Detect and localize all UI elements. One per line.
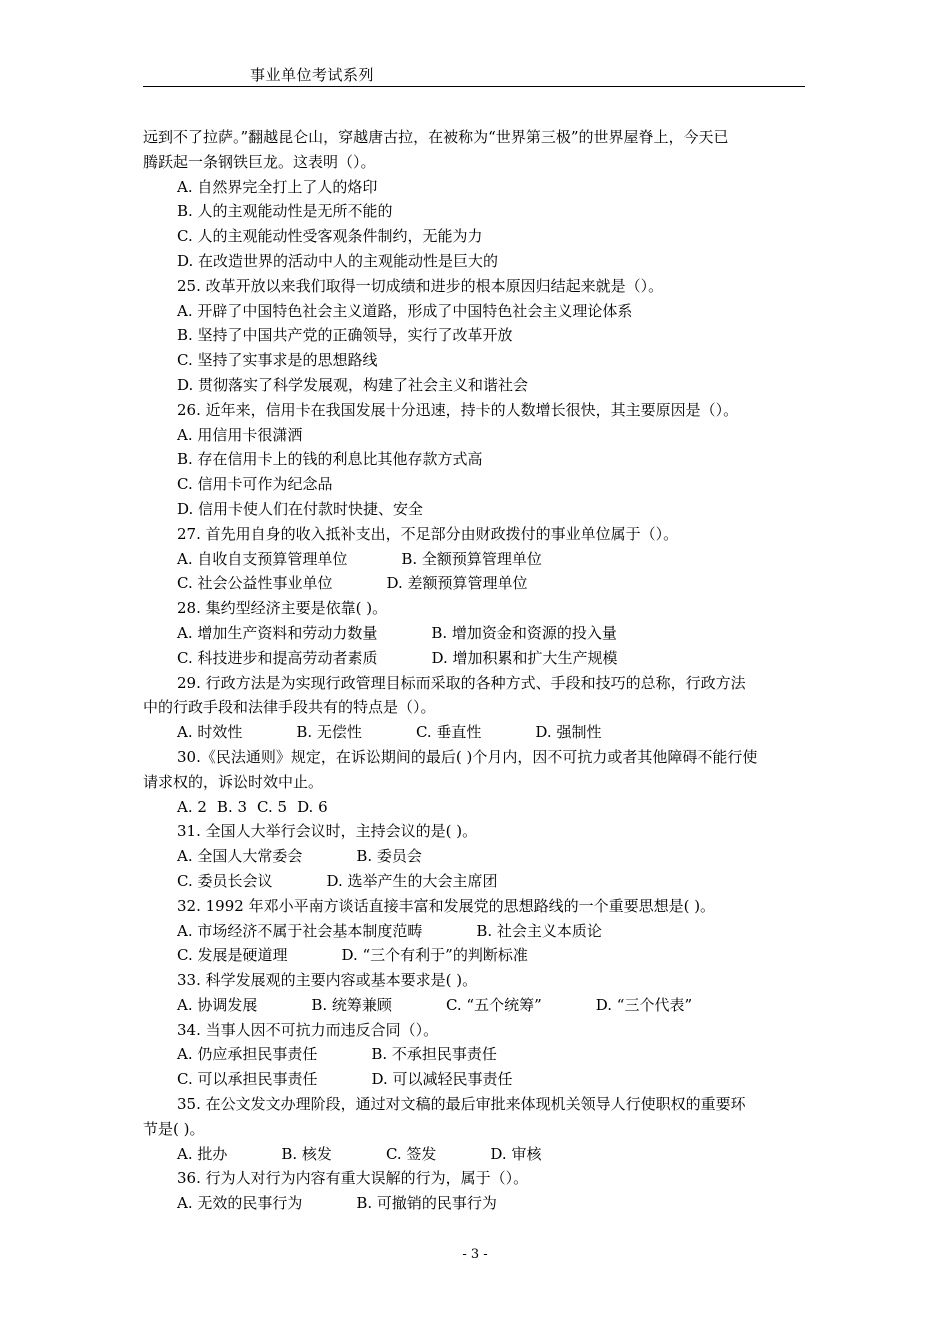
answer-option: B. 统筹兼顾 <box>311 995 392 1014</box>
text-line: A. 自然界完全打上了人的烙印 <box>177 177 378 196</box>
answer-option: D. 选举产生的大会主席团 <box>326 871 498 890</box>
document-body <box>143 125 805 1216</box>
option-row <box>143 571 805 596</box>
answer-option: A. 仍应承担民事责任 <box>177 1045 318 1064</box>
option-row <box>143 720 805 745</box>
text-line: 节是( )。 <box>143 1119 205 1138</box>
answer-option: D. 增加积累和扩大生产规模 <box>431 648 618 667</box>
option-row <box>143 1067 805 1092</box>
answer-option: A. 全国人大常委会 <box>177 847 303 866</box>
question-text: 34. 当事人因不可抗力而违反合同（）。 <box>177 1020 439 1039</box>
text-line: B. 人的主观能动性是无所不能的 <box>177 202 393 221</box>
answer-option: A. 增加生产资料和劳动力数量 <box>177 623 378 642</box>
answer-option: B. 增加资金和资源的投入量 <box>431 623 617 642</box>
option-row <box>143 1191 805 1216</box>
option-row <box>143 795 805 820</box>
question-text: 27. 首先用自身的收入抵补支出，不足部分由财政拨付的事业单位属于（）。 <box>177 524 679 543</box>
text-line: 请求权的，诉讼时效中止。 <box>143 772 324 791</box>
text-line: A. 开辟了中国特色社会主义道路，形成了中国特色社会主义理论体系 <box>177 301 633 320</box>
answer-option: A. 2 <box>177 797 207 816</box>
text-line: B. 存在信用卡上的钱的利息比其他存款方式高 <box>177 450 483 469</box>
answer-option: B. 社会主义本质论 <box>476 921 602 940</box>
answer-option: D. 强制性 <box>535 723 602 742</box>
answer-option: C. 科技进步和提高劳动者素质 <box>177 648 378 667</box>
answer-option: B. 不承担民事责任 <box>371 1045 497 1064</box>
answer-option: B. 可撤销的民事行为 <box>356 1194 497 1213</box>
text-line: B. 坚持了中国共产党的正确领导，实行了改革开放 <box>177 326 513 345</box>
answer-option: D. “三个有利于”的判断标准 <box>341 946 528 965</box>
text-line: 腾跃起一条钢铁巨龙。这表明（）。 <box>143 152 376 171</box>
question-text: 28. 集约型经济主要是依靠( )。 <box>177 599 388 618</box>
text-line: 中的行政手段和法律手段共有的特点是（）。 <box>143 698 436 717</box>
answer-option: A. 时效性 <box>177 723 243 742</box>
answer-option: C. 垂直性 <box>415 723 482 742</box>
answer-option: A. 协调发展 <box>177 995 258 1014</box>
question-text: 31. 全国人大举行会议时，主持会议的是( )。 <box>177 822 478 841</box>
text-line: D. 在改造世界的活动中人的主观能动性是巨大的 <box>177 251 499 270</box>
question-text: 35. 在公文发文办理阶段，通过对文稿的最后审批来体现机关领导人行使职权的重要环 <box>177 1095 746 1114</box>
option-row <box>143 993 805 1018</box>
option-row <box>143 621 805 646</box>
answer-option: B. 全额预算管理单位 <box>401 549 542 568</box>
answer-option: D. 6 <box>297 797 328 816</box>
answer-option: D. 可以减轻民事责任 <box>371 1070 513 1089</box>
option-row <box>143 943 805 968</box>
option-row <box>143 1142 805 1167</box>
text-line: D. 贯彻落实了科学发展观，构建了社会主义和谐社会 <box>177 375 529 394</box>
text-line: D. 信用卡使人们在付款时快捷、安全 <box>177 499 424 518</box>
answer-option: C. 签发 <box>385 1144 437 1163</box>
question-text: 26. 近年来，信用卡在我国发展十分迅速，持卡的人数增长很快，其主要原因是（）。 <box>177 400 739 419</box>
answer-option: C. 委员长会议 <box>177 871 273 890</box>
answer-option: B. 3 <box>216 797 248 816</box>
option-row <box>143 919 805 944</box>
text-line: 远到不了拉萨。”翻越昆仑山，穿越唐古拉，在被称为“世界第三极”的世界屋脊上，今天已 <box>143 128 729 146</box>
answer-option: D. 审核 <box>490 1144 542 1163</box>
option-row <box>143 646 805 671</box>
question-text: 36. 行为人对行为内容有重大误解的行为，属于（）。 <box>177 1169 529 1188</box>
answer-option: C. 发展是硬道理 <box>177 946 288 965</box>
answer-option: C. 社会公益性事业单位 <box>177 574 333 593</box>
question-text: 32. 1992 年邓小平南方谈话直接丰富和发展党的思想路线的一个重要思想是( )。 <box>177 896 716 915</box>
answer-option: D. 差额预算管理单位 <box>386 574 528 593</box>
answer-option: B. 核发 <box>281 1144 332 1163</box>
answer-option: A. 无效的民事行为 <box>177 1194 303 1213</box>
option-row <box>143 869 805 894</box>
text-line: C. 信用卡可作为纪念品 <box>177 475 333 494</box>
option-row <box>143 1042 805 1067</box>
answer-option: C. 5 <box>257 797 288 816</box>
question-text: 25. 改革开放以来我们取得一切成绩和进步的根本原因归结起来就是（）。 <box>177 276 664 295</box>
header-title: 事业单位考试系列 <box>250 66 375 84</box>
answer-option: B. 委员会 <box>356 847 422 866</box>
page-header <box>143 62 805 87</box>
option-row <box>143 547 805 572</box>
page-number: - 3 - <box>462 1247 488 1262</box>
answer-option: D. “三个代表” <box>595 995 693 1014</box>
question-text: 30.《民法通则》规定，在诉讼期间的最后( )个月内，因不可抗力或者其他障碍不能行使 <box>177 747 758 766</box>
text-line: A. 用信用卡很潇洒 <box>177 425 303 444</box>
option-row <box>143 844 805 869</box>
question-text: 29. 行政方法是为实现行政管理目标而采取的各种方式、手段和技巧的总称，行政方法 <box>177 673 746 692</box>
question-text: 33. 科学发展观的主要内容或基本要求是( )。 <box>177 971 478 990</box>
answer-option: A. 批办 <box>177 1144 228 1163</box>
text-line: C. 坚持了实事求是的思想路线 <box>177 351 378 370</box>
answer-option: C. “五个统筹” <box>445 995 542 1014</box>
answer-option: C. 可以承担民事责任 <box>177 1070 318 1089</box>
answer-option: A. 自收自支预算管理单位 <box>177 549 348 568</box>
text-line: C. 人的主观能动性受客观条件制约，无能为力 <box>177 227 483 246</box>
answer-option: B. 无偿性 <box>296 723 362 742</box>
answer-option: A. 市场经济不属于社会基本制度范畴 <box>177 921 423 940</box>
